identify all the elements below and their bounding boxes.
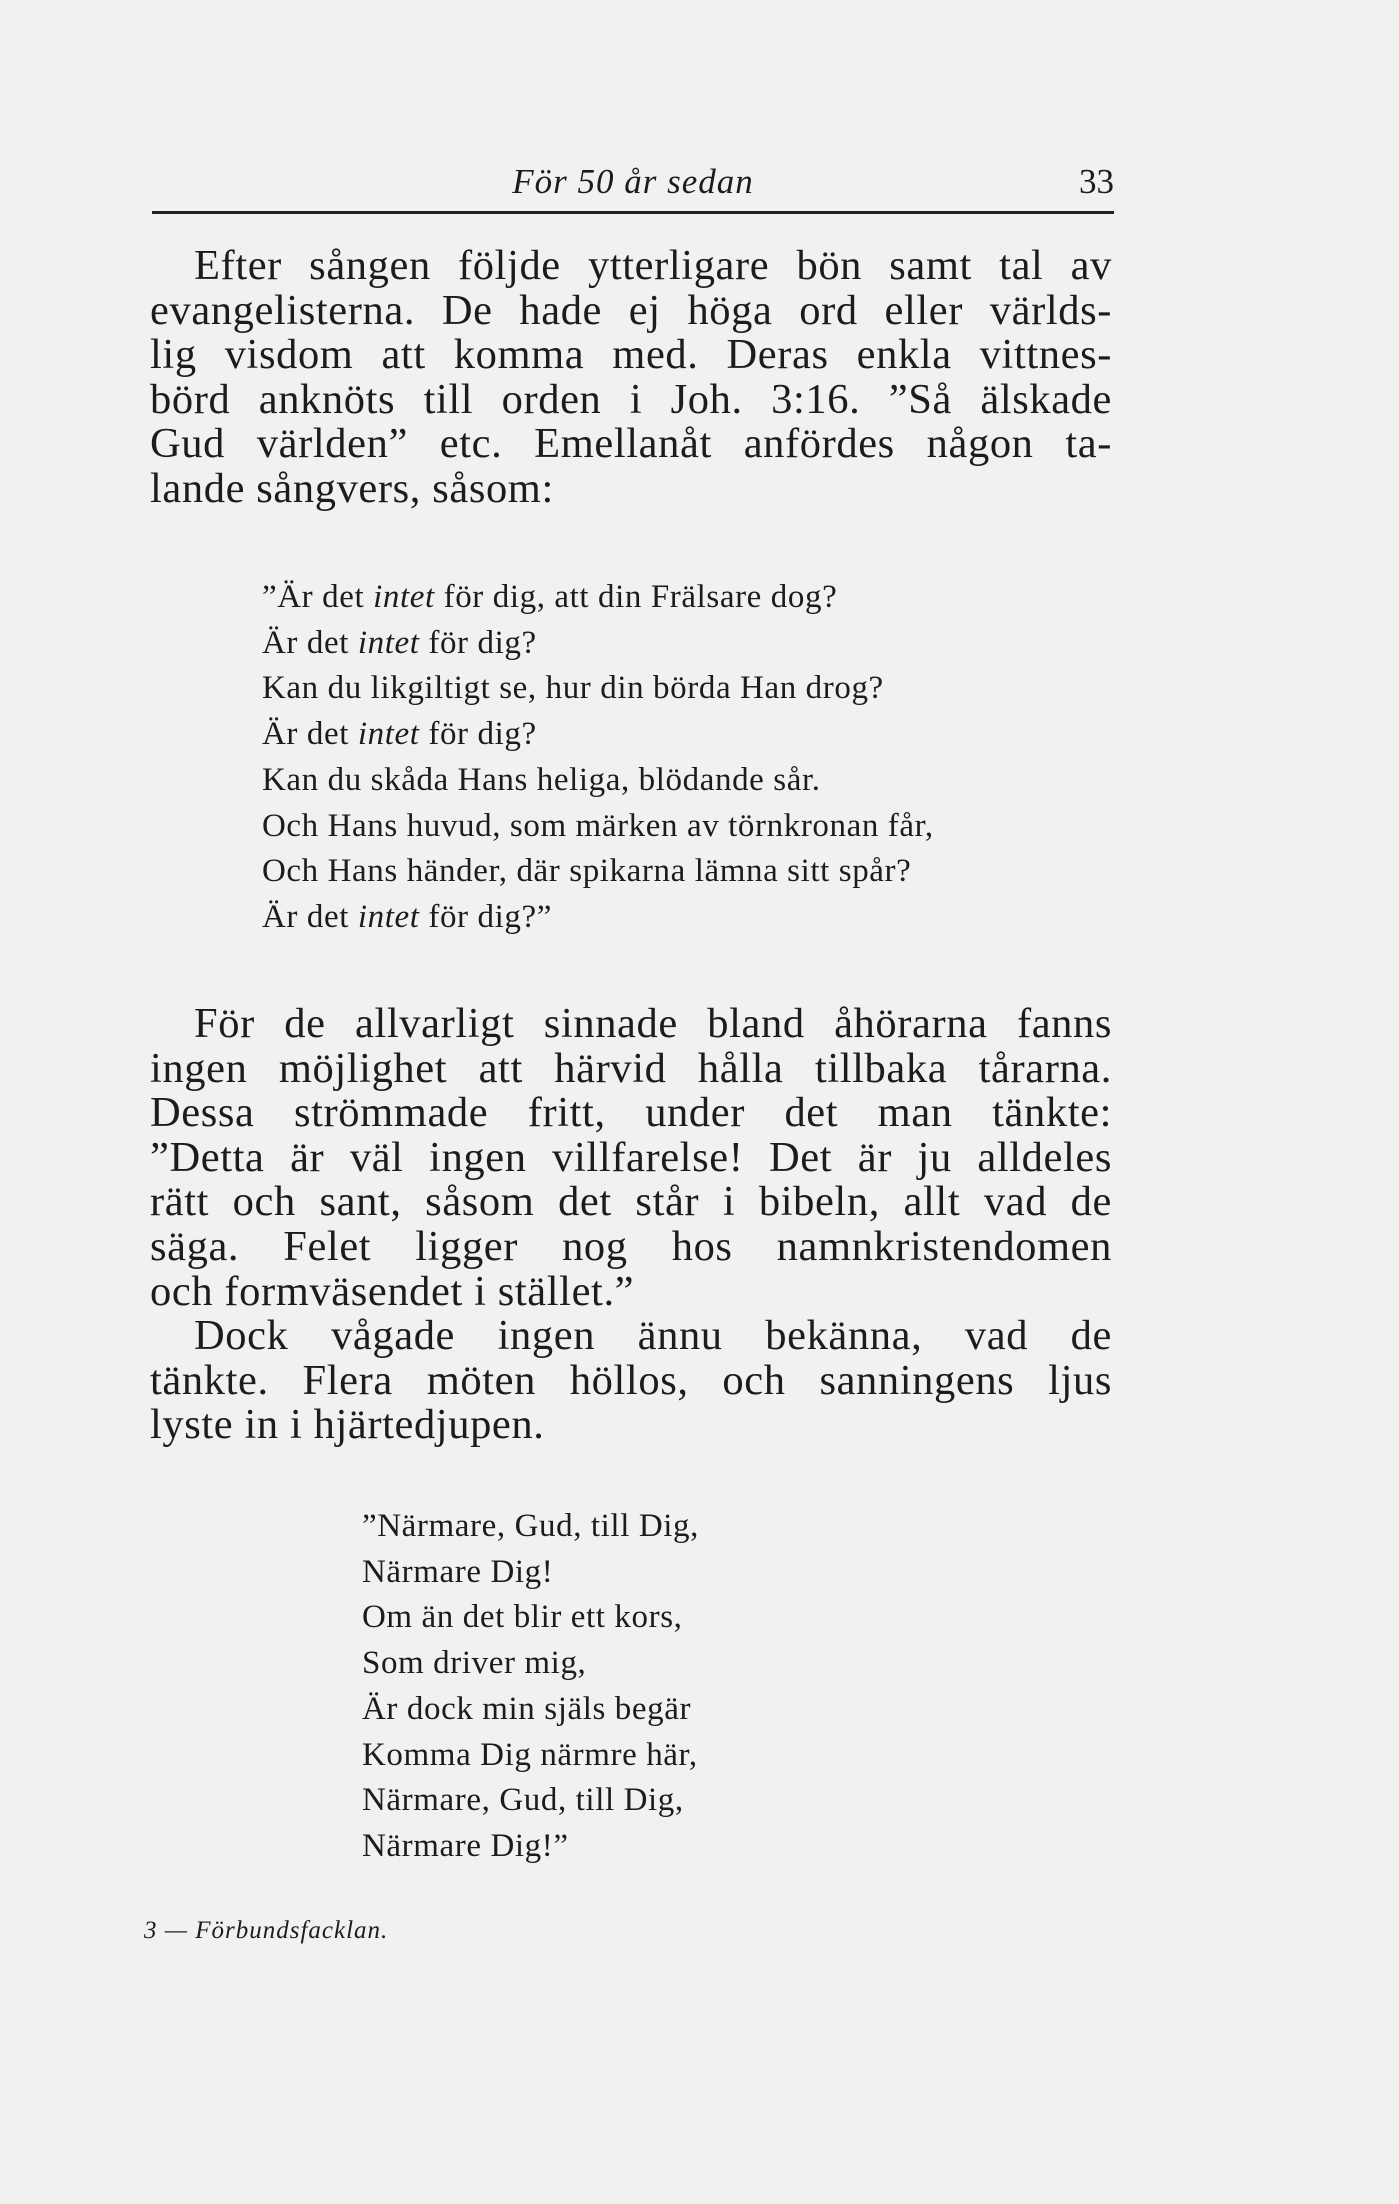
verse-line xyxy=(262,575,934,621)
verse-line xyxy=(262,712,934,758)
verse-text: för dig, att din Frälsare dog? xyxy=(434,579,838,615)
verse-line: Som driver mig, xyxy=(362,1645,587,1682)
verse-text: Kan du skåda Hans heliga, blödande sår. xyxy=(262,761,821,798)
text-line: säga. Felet ligger nog hos namnkristendomen xyxy=(150,1222,1112,1270)
verse-text: för dig? xyxy=(419,624,537,661)
running-title: För 50 år sedan xyxy=(512,162,754,201)
verse-line: Närmare Dig! xyxy=(362,1553,554,1590)
text-line: ”Detta är väl ingen villfarelse! Det är ju alldeles xyxy=(150,1133,1112,1181)
paragraph-2 xyxy=(150,1002,1112,1314)
verse-text: Är det xyxy=(262,716,358,753)
verse-text: Och Hans händer, där spikarna lämna sitt spår? xyxy=(262,853,912,890)
text-line: evangelisterna. De hade ej höga ord eller världs- xyxy=(150,286,1112,334)
header-rule xyxy=(152,211,1114,214)
verse-line xyxy=(262,758,934,804)
paragraph-3 xyxy=(150,1314,1112,1448)
verse-text: Är det xyxy=(262,898,358,935)
verse-text: för dig?” xyxy=(419,898,552,935)
text-line: börd anknöts till orden i Joh. 3:16. ”Så älskade xyxy=(150,375,1112,423)
verse-text: ”Är det xyxy=(262,579,374,615)
verse-line: ”Närmare, Gud, till Dig, xyxy=(362,1508,699,1544)
footer-signature: 3 — Förbundsfacklan. xyxy=(144,1917,389,1944)
page-number: 33 xyxy=(1079,162,1114,201)
text-line: Dock vågade ingen ännu bekänna, vad de xyxy=(194,1312,1112,1359)
text-line: För de allvarligt sinnade bland åhörarna fanns xyxy=(194,1000,1112,1047)
text-line: tänkte. Flera möten höllos, och sanningens ljus xyxy=(150,1356,1112,1404)
verse-line: Är dock min själs begär xyxy=(362,1690,692,1727)
verse-line xyxy=(262,849,934,895)
text-line: lande sångvers, såsom: xyxy=(150,464,554,512)
text-line: lyste in i hjärtedjupen. xyxy=(150,1401,545,1449)
verse-line xyxy=(262,895,934,941)
verse-text: för dig? xyxy=(419,716,537,753)
text-line: och formväsendet i stället.” xyxy=(150,1267,635,1315)
text-line: ingen möjlighet att härvid hålla tillbaka tårarna. xyxy=(150,1044,1112,1092)
text-line: lig visdom att komma med. Deras enkla vittnes- xyxy=(150,331,1112,379)
running-header xyxy=(152,156,1114,204)
text-line: Gud världen” etc. Emellanåt anfördes någon ta- xyxy=(150,420,1112,468)
verse-text: Är det xyxy=(262,624,358,661)
verse-line: Komma Dig närmre här, xyxy=(362,1736,698,1773)
verse-text: Och Hans huvud, som märken av törnkronan får, xyxy=(262,807,934,844)
verse-line: Närmare, Gud, till Dig, xyxy=(362,1782,684,1819)
paragraph-1 xyxy=(150,244,1112,512)
verse-1 xyxy=(262,575,934,941)
verse-2 xyxy=(362,1504,699,1870)
verse-line: Närmare Dig!” xyxy=(362,1827,569,1864)
text-line: Efter sången följde ytterligare bön samt tal av xyxy=(194,242,1112,289)
emphasis-word: intet xyxy=(373,579,435,615)
emphasis-word: intet xyxy=(357,716,420,753)
verse-line xyxy=(262,666,934,712)
verse-text: Kan du likgiltigt se, hur din börda Han drog? xyxy=(262,670,884,707)
emphasis-word: intet xyxy=(357,898,420,935)
emphasis-word: intet xyxy=(357,624,420,661)
text-line: Dessa strömmade fritt, under det man tänkte: xyxy=(150,1089,1112,1137)
text-line: rätt och sant, såsom det står i bibeln, allt vad de xyxy=(150,1178,1112,1226)
verse-line xyxy=(262,804,934,850)
verse-line xyxy=(262,621,934,667)
verse-line: Om än det blir ett kors, xyxy=(362,1599,683,1636)
